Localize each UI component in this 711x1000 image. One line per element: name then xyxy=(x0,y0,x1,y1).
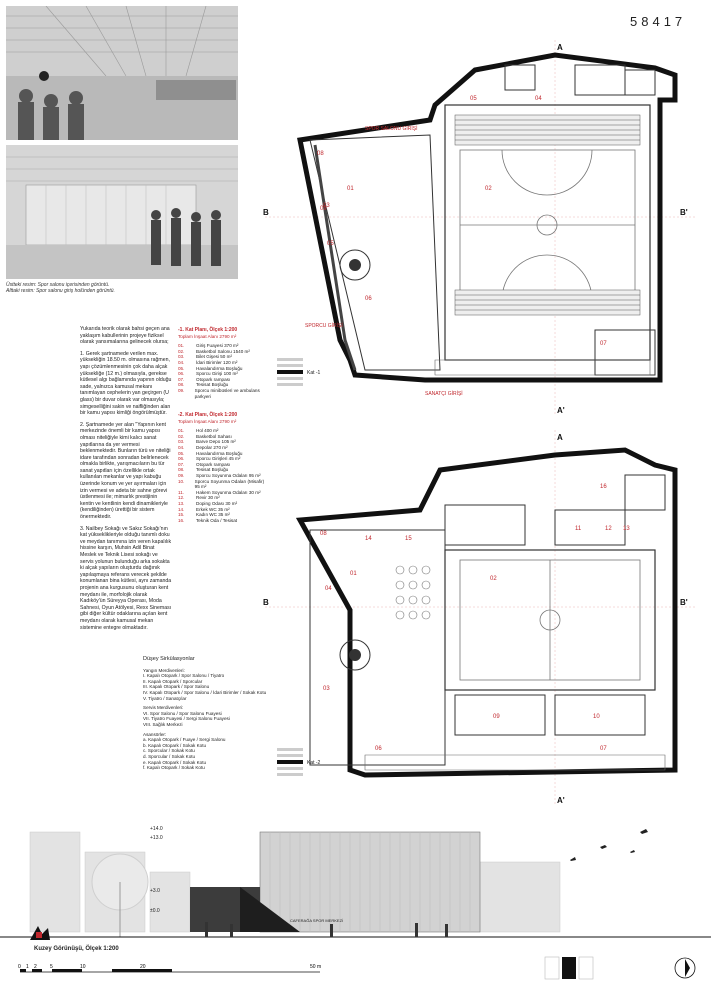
plan2-room-06: 06 xyxy=(375,746,382,752)
plan1-section-a2: A' xyxy=(557,406,565,415)
plan1-room-name: Sporcu minibüsleri ve ambulans parkyeri xyxy=(194,387,260,399)
entrance-hall-illustration xyxy=(6,145,238,279)
plan1-room-name: Tesisat Boşluğu xyxy=(196,382,229,388)
plan1-section-b: B xyxy=(263,208,269,217)
plan2-room-name: Sporcu Girişleri 45 m² xyxy=(196,456,241,462)
plan1-room-name: Giriş Fuayesi 370 m² xyxy=(196,343,239,349)
scale-tick-5: 5 xyxy=(50,964,53,970)
hall-interior-illustration xyxy=(6,6,238,140)
plan2-room-name: Otopark rampası xyxy=(196,461,231,467)
plan1-room-03: 03 xyxy=(323,203,330,209)
plan2-room-03: 03 xyxy=(323,686,330,692)
level-3: +3.0 xyxy=(150,888,160,894)
circulation-asansor-item: e. Kapalı Otopark / Sokak Kotu xyxy=(143,759,207,765)
plan2-section-a2: A' xyxy=(557,796,565,805)
plan1-room-no: 08. xyxy=(178,382,185,388)
fire-stairs-list xyxy=(143,673,273,701)
plan2-room-no: 12. xyxy=(178,495,185,501)
plan1-room-08: 08 xyxy=(317,151,324,157)
plan2-room-name: Sporcu Soyunma Odaları 95 m² xyxy=(196,472,261,478)
plan1-section-a: A xyxy=(557,43,563,52)
plan2-room-name: Barve Depo 105 m² xyxy=(196,439,236,445)
service-stairs-list xyxy=(143,711,273,728)
plan1-room-no: 04. xyxy=(178,359,185,365)
plan1-floor-key-active: Kat -1 xyxy=(307,370,321,376)
level-0: ±0.0 xyxy=(150,908,160,914)
plan1-room-no: 07. xyxy=(178,376,185,382)
intro-paragraph-1: 1. Gerek şartnamede verilen max. yüksekliğin 18.50 m. olmasına rağmen, yapı çözümlenmesinin çok daha alçak yüksekliğe (12 m.) olmasıyla, gerekse kütlesel algı bağlamında yapının olduğu sade, yalnızca kamusal mekanı tanımlayan cephelerin yan geçirgen (U glass) bir duvar olarak var olmasıyla; simgeselliğini sakin ve naifliğinden alan bir kamu yapısı kimliği öngörülmüştür. xyxy=(80,350,172,417)
plan-level-minus1 xyxy=(255,40,705,415)
plan1-room-04: 04 xyxy=(535,96,542,102)
plan2-room-name: Depolar 270 m² xyxy=(196,444,228,450)
caption-line-1: Üstteki resim: Spor salonu içerisinden görüntü. xyxy=(6,282,110,288)
plan2-room-16: 16 xyxy=(600,484,607,490)
plan2-room-no: 15. xyxy=(178,512,185,518)
plan2-room-01: 01 xyxy=(350,571,357,577)
plan1-bleachers-top xyxy=(455,115,640,145)
circulation-asansor-item: a. Kapalı Otopark / Fuaye / Sergi Salonu xyxy=(143,737,226,743)
plan1-room-name: Sporcu Girişi 100 m² xyxy=(196,371,238,377)
plan2-room-name: Hakem Soyunma Odaları 30 m² xyxy=(196,489,261,495)
plan2-room-11: 11 xyxy=(575,526,582,532)
circulation-yangin-item: I. Kapalı Otopark / Spor Salonu / Tiyatro xyxy=(143,673,225,679)
level-13: +13.0 xyxy=(150,835,163,841)
plan2-room-no: 09. xyxy=(178,472,185,478)
circulation-asansor-item: b. Kapalı Otopark / Sokak Kotu xyxy=(143,742,207,748)
north-arrow-icon xyxy=(685,959,690,977)
plan1-room-06: 06 xyxy=(365,296,372,302)
circulation-yangin-item: III. Kapalı Otopark / Spor Salonu xyxy=(143,684,210,690)
photo-caption xyxy=(6,282,238,294)
fire-stairs-title: Yangın Merdivenleri: xyxy=(143,667,185,673)
scale-tick-10: 10 xyxy=(80,964,86,970)
circulation-yangin-item: II. Kapalı Otopark / Sporcular xyxy=(143,678,203,684)
plan1-room-09: 09 xyxy=(320,206,327,212)
plan2-room-09: 09 xyxy=(493,714,500,720)
plan2-room-name: Havalandırma Boşluğu xyxy=(196,450,243,456)
plan1-room-no: 05. xyxy=(178,365,185,371)
level-14: +14.0 xyxy=(150,826,163,832)
plan1-artist-entrance: SANATÇI GİRİŞİ xyxy=(425,391,463,397)
plan2-title: -2. Kat Planı, Ölçek 1:200 xyxy=(178,412,238,418)
plan2-room-14: 14 xyxy=(365,536,372,542)
plan2-room-name: Tesisat Boşluğu xyxy=(196,467,229,473)
plan2-room-name: Sporcu Soyunma Odaları (Misafir) 95 m² xyxy=(194,478,265,490)
plan2-section-a: A xyxy=(557,433,563,442)
plan1-room-name: Bilet Gişesi 50 m² xyxy=(196,354,232,360)
plan2-room-no: 08. xyxy=(178,467,185,473)
plan1-title: -1. Kat Planı, Ölçek 1:200 xyxy=(178,327,238,333)
plan2-room-07: 07 xyxy=(600,746,607,752)
circulation-asansor-item: c. Sporcular / Sokak Kotu xyxy=(143,748,195,754)
circulation-legend xyxy=(143,657,273,771)
plan2-room-no: 03. xyxy=(178,439,185,445)
scale-tick-20: 20 xyxy=(140,964,146,970)
plan2-room-no: 13. xyxy=(178,500,185,506)
plan2-outer-wall xyxy=(300,450,675,775)
plan2-room-no: 04. xyxy=(178,444,185,450)
plan2-room-no: 16. xyxy=(178,517,185,523)
plan2-tables xyxy=(396,566,430,619)
plan1-room-05b: 05 xyxy=(327,241,334,247)
plan1-area: Toplam İnşaat Alanı 2790 m² xyxy=(178,333,237,339)
plan2-section-b: B xyxy=(263,598,269,607)
circulation-servis-item: VI. Spor Salonu / Spor Salonu Fuayesi xyxy=(143,710,222,716)
plan1-room-01: 01 xyxy=(347,186,354,192)
plan1-room-no: 03. xyxy=(178,354,185,360)
elevators-title: Asansörler: xyxy=(143,731,167,737)
service-stairs-title: Servis Merdivenleri: xyxy=(143,705,184,711)
plan1-room-no: 09. xyxy=(178,387,185,393)
building-sign: CAFERAĞA SPOR MERKEZİ xyxy=(290,918,344,923)
plan1-athlete-entrance: SPORCU GİRİŞİ xyxy=(305,323,343,329)
circulation-servis-item: VIII. Sağlık Merkezi xyxy=(143,721,183,727)
plan1-floor-key xyxy=(277,358,321,386)
scale-tick-0: 0 xyxy=(18,964,21,970)
plan1-outer-wall xyxy=(300,55,675,380)
plan1-entrance-label: SPOR SALONU GİRİŞİ xyxy=(365,126,418,132)
plan2-area: Toplam İnşaat Alanı 2790 m² xyxy=(178,418,237,424)
plan2-room-10: 10 xyxy=(593,714,600,720)
intro-paragraph-3: 3. Nailbey Sokağı ve Sakız Sokağı'nın kat yükseklikleriyle olduğu tanımlı doku ve meydan tanımına izin veren kapalılık hissine karşın, Muhsin Adil Binat Meslek ve Teknik Lisesi sokağı ve servis yolunun bulunduğu arka sokakta ki alçak yapıların oluşturdu dağınık yapılaşmaya referans verecek şekilde konumlanan bina kütlesi, aynı zamanda projenin ana kurgusunu oluşturan kent meydanı ile, morfolojik olarak Kadıköy'ün Süreyya Operası, Moda Sahnesi, Oyun Atölyesi, Rexx Sineması gibi diğer kültür odaklarına açılan kent meydanı olarak kamusal mekan sistemine entegre olmaktadır. xyxy=(80,525,172,631)
plan1-bleachers-bottom xyxy=(455,290,640,315)
project-number: 58417 xyxy=(630,14,687,29)
plan2-room-15: 15 xyxy=(405,536,412,542)
circulation-asansor-item: d. Sporcular / Sokak Kotu xyxy=(143,753,196,759)
north-elevation xyxy=(0,812,711,962)
plan1-room-no: 06. xyxy=(178,371,185,377)
plan1-section-b2: B' xyxy=(680,208,688,217)
scale-tick-2: 2 xyxy=(34,964,37,970)
elevation-title-block xyxy=(28,922,52,947)
plan2-room-name: Hol 400 m² xyxy=(196,428,219,434)
plan2-room-no: 02. xyxy=(178,433,185,439)
plan2-room-no: 07. xyxy=(178,461,185,467)
circulation-servis-item: VII. Tiyatro Fuayesi / Sergi Salonu Fuayesi xyxy=(143,716,230,722)
elevation-title: Kuzey Görünüşü, Ölçek 1:200 xyxy=(34,946,119,952)
plan2-room-name: Doping Odası 30 m² xyxy=(196,500,238,506)
circulation-title: Düşey Sirkülasyonlar xyxy=(143,656,195,662)
plan2-section-b2: B' xyxy=(680,598,688,607)
plan1-room-no: 02. xyxy=(178,348,185,354)
intro-paragraph-2: 2. Şartnamede yer alan "Yapının kent merkezinde önemli bir kamu yapısı olması niteliğiyle kimi kalıcı sanat yapıtlarına da yer vermesi beklenmektedir. Bunların türü ve niteliği idare tarafından sonradan belirlenecek olmakla birlikte, yarışmacıların bu tür sanat yapıtları için özellikle ortak kullanılan mekanlar ve yapı kabuğu üzerinde konum ve yer ayırmaları için izin vermesi ve adeta bir sahne görevi üstlenmesi ile; mimarlık prestijinin kentin ve kentlinin kendi dinamikleriyle (kendiliğinden) ürettiği bir sistem önermektedir. xyxy=(80,421,171,521)
plan2-room-08: 08 xyxy=(320,531,327,537)
plan2-room-no: 11. xyxy=(178,489,185,495)
plan1-room-name: Otopark rampası xyxy=(196,376,231,382)
plan2-room-02: 02 xyxy=(490,576,497,582)
plan2-room-name: Teknik Oda / Tesisat xyxy=(196,517,238,523)
circulation-asansor-item: f. Kapalı Otopark / Sokak Kotu xyxy=(143,765,205,771)
plan2-floor-key-active: Kat -2 xyxy=(307,760,321,766)
scale-tick-50: 50 m xyxy=(310,964,322,970)
plan2-room-no: 10. xyxy=(178,478,185,484)
plan2-room-name: Kadın WC 35 m² xyxy=(196,512,230,518)
plan2-room-no: 05. xyxy=(178,450,185,456)
plan2-room-13: 13 xyxy=(623,526,630,532)
plan1-room-name: Havalandırma Boşluğu xyxy=(196,365,243,371)
plan1-room-no: 01. xyxy=(178,343,185,349)
intro-paragraph-0: Yukarıda teorik olarak bahsi geçen ana yaklaşım kabullerinin projeye fiziksel olarak yansımalarına gelinecek olursa; xyxy=(80,326,170,346)
plan2-room-no: 06. xyxy=(178,456,185,462)
plan1-room-02: 02 xyxy=(485,186,492,192)
plan-level-minus2 xyxy=(255,430,705,805)
plan2-room-no: 14. xyxy=(178,506,185,512)
plan1-room-05: 05 xyxy=(470,96,477,102)
plan2-room-12: 12 xyxy=(605,526,612,532)
circulation-yangin-item: V. Tiyatro / Sanatçılar xyxy=(143,695,187,701)
scale-bar xyxy=(10,960,330,990)
plan2-room-name: Revir 30 m² xyxy=(196,495,220,501)
photo-hall-interior xyxy=(6,6,238,140)
photo-entrance-hall xyxy=(6,145,238,279)
plan1-room-07: 07 xyxy=(600,341,607,347)
circulation-yangin-item: IV. Kapalı Otopark / Spor Salonu / İdari Birimler / Sokak Kotu xyxy=(143,689,267,695)
scale-tick-1: 1 xyxy=(26,964,29,970)
intro-text xyxy=(80,326,172,636)
caption-line-2: Alttaki resim: Spor salonu giriş holünden görüntü. xyxy=(6,288,115,294)
plan1-room-name: Basketbol Salonu 1540 m² xyxy=(196,348,250,354)
plan1-room-name: İdari Birimler 120 m² xyxy=(196,359,238,365)
compass-logo-icon xyxy=(28,922,52,942)
elevators-list xyxy=(143,737,273,771)
plan2-room-04: 04 xyxy=(325,586,332,592)
plan2-room-name: Erkek WC 35 m² xyxy=(196,506,230,512)
birds xyxy=(570,829,648,861)
plan2-floor-key xyxy=(277,748,321,776)
plan2-room-name: Basketbol Sahası xyxy=(196,433,232,439)
sheet-key xyxy=(540,955,710,990)
plan2-room-no: 01. xyxy=(178,428,185,434)
